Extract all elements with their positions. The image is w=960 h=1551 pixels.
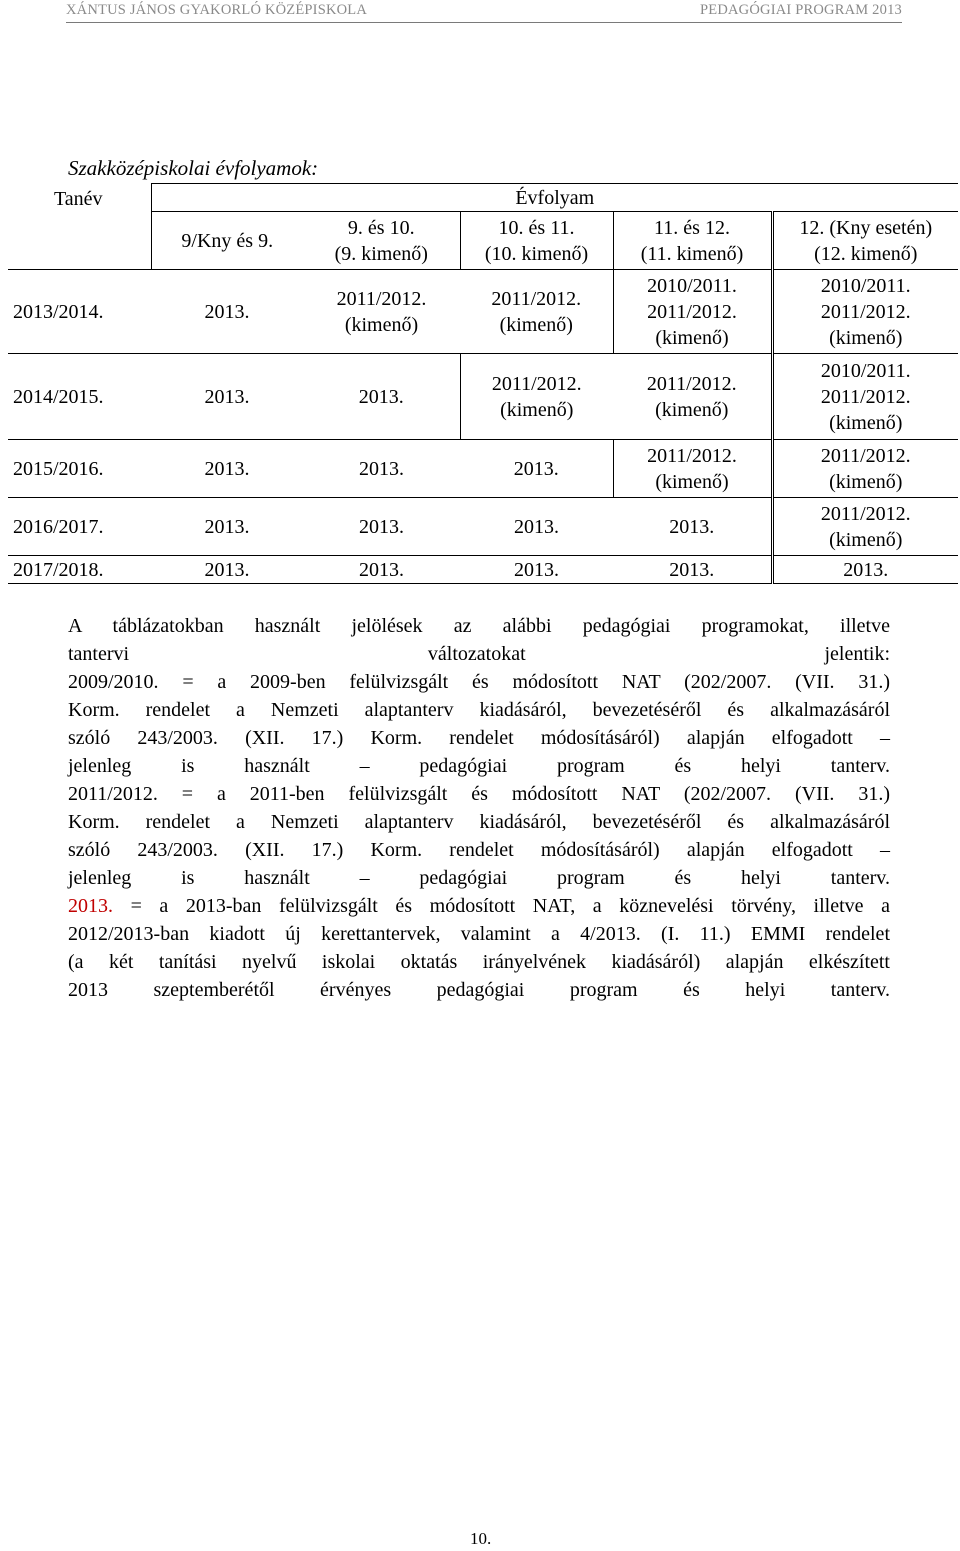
header-tanev: Tanév bbox=[53, 187, 103, 210]
table-cell bbox=[460, 498, 613, 556]
cell-line: (kimenő) bbox=[829, 528, 903, 551]
cell-line: 2011/2012. bbox=[646, 372, 737, 395]
paragraph-line: (a két tanítási nyelvű iskolai oktatás irányelvének kiadásáról) alapján elkészített bbox=[68, 951, 890, 973]
table-cell bbox=[151, 556, 303, 584]
schedule-table bbox=[8, 183, 958, 584]
cell-line: (kimenő) bbox=[655, 398, 729, 421]
cell-line: 2013. bbox=[514, 515, 559, 538]
cell-line: 2011/2012. bbox=[491, 372, 582, 395]
paragraph-line: A táblázatokban használt jelölések az alábbi pedagógiai programokat, illetve bbox=[68, 615, 890, 637]
table-cell bbox=[151, 354, 303, 440]
section-title: Szakközépiskolai évfolyamok: bbox=[68, 156, 319, 180]
header-col-2 bbox=[303, 212, 460, 270]
header-col-5 bbox=[772, 212, 958, 270]
legend-2013-paragraph bbox=[68, 892, 890, 1004]
year-cell: 2013/2014. bbox=[8, 270, 151, 354]
legend-intro-paragraph bbox=[68, 612, 890, 668]
paragraph-line: Korm. rendelet a Nemzeti alaptanterv kiadásáról, bevezetéséről és alkalmazásáról bbox=[68, 811, 890, 833]
paragraph-line: tantervi változatokat jelentik: bbox=[68, 643, 890, 665]
cell-line: 9. és 10. bbox=[347, 216, 415, 239]
header-col-3 bbox=[460, 212, 613, 270]
table-cell bbox=[303, 440, 460, 498]
paragraph-line: jelenleg is használt – pedagógiai program és helyi tanterv. bbox=[68, 867, 890, 889]
table-cell bbox=[613, 498, 772, 556]
cell-line: 2011/2012. bbox=[820, 300, 911, 323]
table-header-row-2 bbox=[8, 212, 958, 270]
cell-line: 2011/2012. bbox=[820, 444, 911, 467]
cell-line: 2013. bbox=[514, 558, 559, 581]
cell-line: (kimenő) bbox=[655, 326, 729, 349]
cell-line: 2013. bbox=[204, 457, 250, 480]
cell-line: 2011/2012. bbox=[647, 300, 737, 323]
paragraph-line: szóló 243/2003. (XII. 17.) Korm. rendelet módosításáról) alapján elfogadott – bbox=[68, 727, 890, 749]
cell-line: 2013. bbox=[204, 385, 250, 408]
table-cell bbox=[460, 270, 613, 354]
table-cell bbox=[460, 556, 613, 584]
header-school-name: XÁNTUS JÁNOS GYAKORLÓ KÖZÉPISKOLA bbox=[66, 2, 368, 18]
table-cell bbox=[613, 270, 772, 354]
paragraph-line: jelenleg is használt – pedagógiai program és helyi tanterv. bbox=[68, 755, 890, 777]
header-col-4 bbox=[613, 212, 772, 270]
table-cell bbox=[772, 440, 958, 498]
cell-line: 2011/2012. bbox=[820, 385, 911, 408]
table-cell bbox=[303, 354, 460, 440]
cell-line: 9/Kny és 9. bbox=[181, 229, 274, 252]
table-cell bbox=[772, 270, 958, 354]
table-cell bbox=[772, 354, 958, 440]
table-header-row-1 bbox=[8, 184, 958, 212]
cell-line: (kimenő) bbox=[500, 398, 574, 421]
cell-line: 2013. bbox=[204, 558, 250, 581]
legend-2009-paragraph bbox=[68, 668, 890, 780]
cell-line: 2010/2011. bbox=[820, 274, 911, 297]
year-cell: 2016/2017. bbox=[8, 498, 151, 556]
cell-line: 2013. bbox=[359, 457, 404, 480]
table-cell bbox=[151, 498, 303, 556]
cell-line: (10. kimenő) bbox=[484, 242, 589, 265]
cell-line: (12. kimenő) bbox=[814, 242, 918, 265]
page-number: 10. bbox=[470, 1529, 492, 1548]
paragraph-text: = a 2013-ban felülvizsgált és módosított NAT, a köznevelési törvény, illetve a bbox=[113, 895, 890, 917]
cell-line: 2013. bbox=[669, 515, 715, 538]
table-cell bbox=[613, 440, 772, 498]
table-row bbox=[8, 354, 958, 440]
table-cell bbox=[303, 498, 460, 556]
table-cell bbox=[613, 556, 772, 584]
cell-line: 2013. bbox=[359, 558, 404, 581]
cell-line: 2013. bbox=[358, 385, 404, 408]
cell-line: 2013. bbox=[204, 515, 250, 538]
cell-line: 2011/2012. bbox=[647, 444, 737, 467]
table-cell bbox=[151, 440, 303, 498]
table-cell bbox=[772, 556, 958, 584]
paragraph-line: Korm. rendelet a Nemzeti alaptanterv kiadásáról, bevezetéséről és alkalmazásáról bbox=[68, 699, 890, 721]
year-cell: 2015/2016. bbox=[8, 440, 151, 498]
page-header bbox=[66, 0, 902, 23]
paragraph-line: 2009/2010. = a 2009-ben felülvizsgált és módosított NAT (202/2007. (VII. 31.) bbox=[68, 671, 890, 693]
cell-line: 10. és 11. bbox=[498, 216, 575, 239]
paragraph-line: 2013 szeptemberétől érvényes pedagógiai program és helyi tanterv. bbox=[68, 979, 890, 1001]
cell-line: 2013. bbox=[204, 300, 250, 323]
table-cell bbox=[460, 440, 613, 498]
highlight-2013: 2013. bbox=[68, 895, 113, 917]
cell-line: (kimenő) bbox=[655, 470, 729, 493]
cell-line: 2011/2012. bbox=[820, 502, 911, 525]
cell-line: 2010/2011. bbox=[820, 359, 911, 382]
cell-line: 2013. bbox=[513, 457, 559, 480]
year-cell: 2017/2018. bbox=[8, 556, 151, 584]
cell-line: (9. kimenő) bbox=[334, 242, 428, 265]
paragraph-line: 2012/2013-ban kiadott új kerettantervek, valamint a 4/2013. (I. 11.) EMMI rendelet bbox=[68, 923, 890, 945]
table-cell bbox=[303, 270, 460, 354]
table-cell bbox=[772, 498, 958, 556]
table-row bbox=[8, 556, 958, 584]
table-cell bbox=[613, 354, 772, 440]
table-row bbox=[8, 270, 958, 354]
paragraph-line: szóló 243/2003. (XII. 17.) Korm. rendelet módosításáról) alapján elfogadott – bbox=[68, 839, 890, 861]
cell-line: (kimenő) bbox=[344, 313, 419, 336]
cell-line: 2013. bbox=[359, 515, 404, 538]
cell-line: 2010/2011. bbox=[647, 274, 737, 297]
cell-line: 11. és 12. bbox=[654, 216, 730, 239]
cell-line: 2013. bbox=[843, 558, 889, 581]
cell-line: 2011/2012. bbox=[336, 287, 427, 310]
year-cell: 2014/2015. bbox=[8, 354, 151, 440]
header-document-title: PEDAGÓGIAI PROGRAM 2013 bbox=[700, 2, 902, 18]
table-cell bbox=[460, 354, 613, 440]
cell-line: (11. kimenő) bbox=[640, 242, 744, 265]
cell-line: (kimenő) bbox=[829, 411, 903, 434]
table-row bbox=[8, 498, 958, 556]
table-cell bbox=[303, 556, 460, 584]
cell-line: (kimenő) bbox=[829, 470, 903, 493]
header-evfolyam: Évfolyam bbox=[151, 184, 958, 212]
cell-line: (kimenő) bbox=[829, 326, 903, 349]
cell-line: 12. (Kny esetén) bbox=[799, 216, 933, 239]
table-row bbox=[8, 440, 958, 498]
cell-line: 2011/2012. bbox=[491, 287, 582, 310]
legend-2011-paragraph bbox=[68, 780, 890, 892]
header-col-1 bbox=[151, 212, 303, 270]
table-cell bbox=[151, 270, 303, 354]
paragraph-line bbox=[68, 892, 890, 920]
cell-line: 2013. bbox=[669, 558, 715, 581]
paragraph-line: 2011/2012. = a 2011-ben felülvizsgált és módosított NAT (202/2007. (VII. 31.) bbox=[68, 783, 890, 805]
cell-line: (kimenő) bbox=[499, 313, 573, 336]
